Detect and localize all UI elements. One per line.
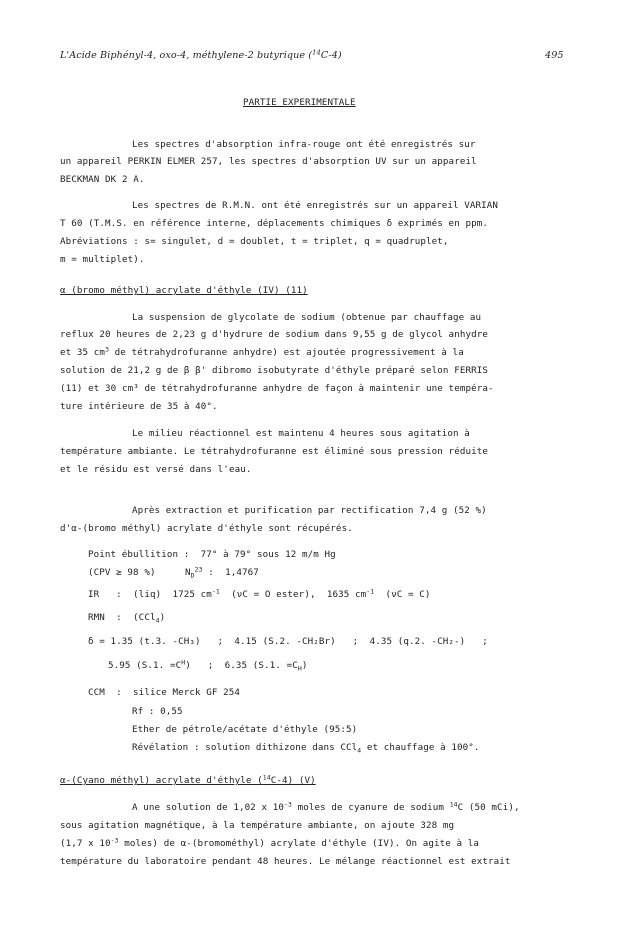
intro-line: m = multiplet).	[60, 254, 145, 265]
heading-text: C-4) (V)	[270, 775, 316, 786]
rf-value: Rf : 0,55	[132, 706, 183, 717]
running-title-pre: L'Acide Biphényl-4, oxo-4, méthylene-2 butyrique (	[60, 50, 313, 61]
body-text: A une solution de 1,02 x 10	[132, 802, 285, 813]
body-text: (1,7 x 10	[60, 838, 111, 849]
page-number: 495	[545, 50, 564, 61]
refractive-index	[185, 567, 259, 579]
nd-label: N	[185, 567, 191, 578]
revelation-text: et chauffage à 100°.	[361, 742, 480, 753]
intro-line: Abréviations : s= singulet, d = doublet, t = triplet, q = quadruplet,	[60, 236, 449, 247]
nd-subscript: D	[190, 571, 195, 580]
cpv-purity: (CPV ≥ 98 %)	[88, 567, 156, 578]
superscript: H	[181, 658, 186, 667]
section-title: PARTIE EXPERIMENTALE	[243, 97, 356, 108]
nd-value: : 1,4767	[202, 567, 259, 578]
body-text: moles) de α-(bromométhyl) acrylate d'éthyle (IV). On agite à la	[118, 838, 480, 849]
nd-superscript: 23	[194, 565, 203, 574]
intro-line: BECKMAN DK 2 A.	[60, 174, 145, 185]
ir-text: IR : (liq) 1725 cm	[88, 589, 212, 600]
superscript: 3	[105, 345, 110, 354]
body-line: reflux 20 heures de 2,23 g d'hydrure de sodium dans 9,55 g de glycol anhydre	[60, 329, 488, 340]
subscript: 4	[155, 616, 160, 625]
subscript: H	[297, 664, 302, 673]
intro-line: un appareil PERKIN ELMER 257, les spectres d'absorption UV sur un appareil	[60, 156, 477, 167]
body-line	[60, 838, 479, 850]
body-line: température ambiante. Le tétrahydrofuranne est éliminé sous pression réduite	[60, 446, 488, 457]
running-title-isotope: 14	[312, 48, 321, 57]
body-line: température du laboratoire pendant 48 heures. Le mélange réactionnel est extrait	[60, 856, 511, 867]
body-text: de tétrahydrofuranne anhydre) est ajoutée progressivement à la	[109, 347, 464, 358]
nmr-text: ) ; 6.35 (S.1. =C	[185, 660, 298, 671]
boiling-point: Point ébullition : 77° à 79° sous 12 m/m Hg	[88, 549, 336, 560]
nmr-shifts: δ = 1.35 (t.3. -CH₃) ; 4.15 (S.2. -CH₂Br) ; 4.35 (q.2. -CH₂-) ;	[88, 636, 488, 647]
superscript: 14	[262, 773, 271, 782]
eluent: Ether de pétrole/acétate d'éthyle (95:5)	[132, 724, 358, 735]
section-heading-v	[60, 775, 316, 787]
superscript: -3	[284, 800, 292, 809]
nmr-text: 5.95 (S.1. =C	[108, 660, 182, 671]
ir-text: (νC = C)	[374, 589, 431, 600]
nmr-shifts	[108, 660, 307, 672]
body-line	[60, 347, 464, 359]
ir-data	[88, 589, 431, 601]
section-heading-iv: α (bromo méthyl) acrylate d'éthyle (IV) (11)	[60, 285, 308, 296]
body-text: C (50 mCi),	[457, 802, 520, 813]
revelation-text: Révélation : solution dithizone dans CCl	[132, 742, 358, 753]
rmn-text: RMN : (CCl	[88, 612, 156, 623]
body-line: solution de 21,2 g de β β' dibromo isobutyrate d'éthyle préparé selon FERRIS	[60, 365, 488, 376]
body-line: Le milieu réactionnel est maintenu 4 heures sous agitation à	[132, 428, 470, 439]
superscript: -3	[110, 836, 119, 845]
ccm-support: CCM : silice Merck GF 254	[88, 687, 241, 698]
running-title-post: C-4)	[320, 50, 342, 61]
superscript: -1	[366, 587, 375, 596]
body-text: et 35 cm	[60, 347, 106, 358]
body-line: sous agitation magnétique, à la température ambiante, on ajoute 328 mg	[60, 820, 455, 831]
body-line: (11) et 30 cm³ de tétrahydrofuranne anhydre de façon à maintenir une tempéra-	[60, 383, 494, 394]
rmn-solvent	[88, 612, 165, 624]
body-text: moles de cyanure de sodium	[292, 802, 450, 813]
nmr-text: )	[301, 660, 308, 671]
body-line: Après extraction et purification par rectification 7,4 g (52 %)	[132, 505, 487, 516]
running-header	[60, 50, 342, 62]
body-line: ture intérieure de 35 à 40°.	[60, 401, 218, 412]
body-line	[132, 802, 520, 814]
superscript: -1	[211, 587, 220, 596]
ir-text: (νC = O ester), 1635 cm	[219, 589, 367, 600]
superscript: 14	[449, 800, 458, 809]
intro-line: T 60 (T.M.S. en référence interne, déplacements chimiques δ exprimés en ppm.	[60, 218, 488, 229]
body-line: d'α-(bromo méthyl) acrylate d'éthyle sont récupérés.	[60, 523, 353, 534]
rmn-text: )	[159, 612, 166, 623]
subscript: 4	[357, 746, 362, 755]
revelation	[132, 742, 480, 754]
body-line: et le résidu est versé dans l'eau.	[60, 464, 252, 475]
body-line: La suspension de glycolate de sodium (obtenue par chauffage au	[132, 312, 482, 323]
intro-line: Les spectres d'absorption infra-rouge ont été enregistrés sur	[132, 139, 476, 150]
intro-line: Les spectres de R.M.N. ont été enregistrés sur un appareil VARIAN	[132, 200, 499, 211]
heading-text: α-(Cyano méthyl) acrylate d'éthyle (	[60, 775, 263, 786]
